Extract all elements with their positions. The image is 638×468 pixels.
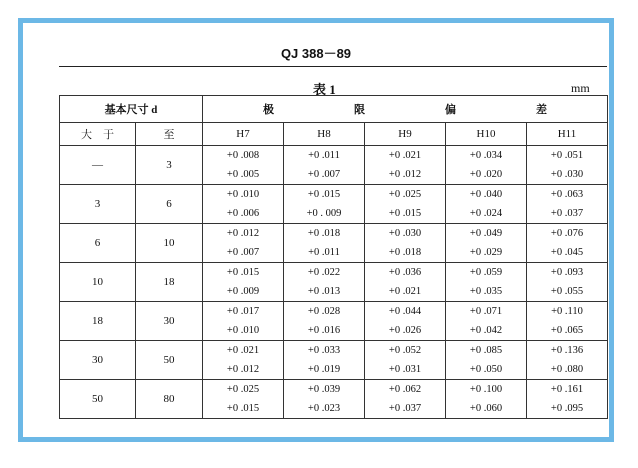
grade-header: H8	[284, 123, 365, 146]
grade-header: H10	[446, 123, 527, 146]
upper-deviation-cell: +0 .044	[365, 302, 446, 322]
document-title: QJ 388－89	[280, 46, 352, 61]
tolerance-table	[59, 95, 608, 419]
upper-deviation-cell: +0 .051	[527, 146, 608, 166]
upper-deviation-cell: +0 .110	[527, 302, 608, 322]
upper-deviation-cell: +0 .034	[446, 146, 527, 166]
size-from-cell: 3	[60, 185, 136, 224]
grade-header: H11	[527, 123, 608, 146]
lower-deviation-cell: +0 .007	[284, 165, 365, 185]
lower-deviation-cell: +0 .020	[446, 165, 527, 185]
upper-deviation-cell: +0 .085	[446, 341, 527, 361]
size-from-cell: 10	[60, 263, 136, 302]
upper-deviation-cell: +0 .161	[527, 380, 608, 400]
title-rule	[59, 66, 607, 67]
table-row	[60, 146, 608, 166]
upper-deviation-cell: +0 .022	[284, 263, 365, 283]
lower-deviation-cell: +0 .006	[203, 204, 284, 224]
lower-deviation-cell: +0 .030	[527, 165, 608, 185]
to-header: 至	[136, 123, 203, 146]
upper-deviation-cell: +0 .028	[284, 302, 365, 322]
upper-deviation-cell: +0 .076	[527, 224, 608, 244]
size-to-cell: 50	[136, 341, 203, 380]
lower-deviation-cell: +0 .060	[446, 399, 527, 419]
lower-deviation-cell: +0 . 009	[284, 204, 365, 224]
lower-deviation-cell: +0 .042	[446, 321, 527, 341]
size-from-cell: 30	[60, 341, 136, 380]
table-row	[60, 302, 608, 322]
upper-deviation-cell: +0 .036	[365, 263, 446, 283]
upper-deviation-cell: +0 .015	[203, 263, 284, 283]
lower-deviation-cell: +0 .023	[284, 399, 365, 419]
upper-deviation-cell: +0 .062	[365, 380, 446, 400]
header-row-1	[60, 96, 608, 123]
lower-deviation-cell: +0 .015	[203, 399, 284, 419]
lower-deviation-cell: +0 .050	[446, 360, 527, 380]
upper-deviation-cell: +0 .008	[203, 146, 284, 166]
table-row	[60, 263, 608, 283]
table-row	[60, 380, 608, 400]
upper-deviation-cell: +0 .049	[446, 224, 527, 244]
upper-deviation-cell: +0 .040	[446, 185, 527, 205]
lower-deviation-cell: +0 .012	[203, 360, 284, 380]
upper-deviation-cell: +0 .071	[446, 302, 527, 322]
lower-deviation-cell: +0 .055	[527, 282, 608, 302]
grade-header: H9	[365, 123, 446, 146]
lower-deviation-cell: +0 .018	[365, 243, 446, 263]
size-from-cell: 18	[60, 302, 136, 341]
from-header: 大 于	[60, 123, 136, 146]
upper-deviation-cell: +0 .017	[203, 302, 284, 322]
upper-deviation-cell: +0 .021	[203, 341, 284, 361]
upper-deviation-cell: +0 .011	[284, 146, 365, 166]
size-to-cell: 30	[136, 302, 203, 341]
size-to-cell: 3	[136, 146, 203, 185]
lower-deviation-cell: +0 .019	[284, 360, 365, 380]
table-row	[60, 224, 608, 244]
lower-deviation-cell: +0 .016	[284, 321, 365, 341]
lower-deviation-cell: +0 .045	[527, 243, 608, 263]
deviation-header-char: 偏	[445, 104, 456, 116]
lower-deviation-cell: +0 .037	[527, 204, 608, 224]
lower-deviation-cell: +0 .065	[527, 321, 608, 341]
upper-deviation-cell: +0 .012	[203, 224, 284, 244]
lower-deviation-cell: +0 .007	[203, 243, 284, 263]
upper-deviation-cell: +0 .033	[284, 341, 365, 361]
lower-deviation-cell: +0 .031	[365, 360, 446, 380]
upper-deviation-cell: +0 .015	[284, 185, 365, 205]
size-to-cell: 6	[136, 185, 203, 224]
size-to-cell: 80	[136, 380, 203, 419]
deviation-header-char: 限	[354, 104, 365, 116]
lower-deviation-cell: +0 .026	[365, 321, 446, 341]
lower-deviation-cell: +0 .029	[446, 243, 527, 263]
lower-deviation-cell: +0 .010	[203, 321, 284, 341]
deviation-header	[203, 96, 608, 123]
table-row	[60, 341, 608, 361]
table-caption: 表 1	[313, 82, 336, 97]
lower-deviation-cell: +0 .080	[527, 360, 608, 380]
lower-deviation-cell: +0 .024	[446, 204, 527, 224]
header-row-2	[60, 123, 608, 146]
upper-deviation-cell: +0 .052	[365, 341, 446, 361]
upper-deviation-cell: +0 .136	[527, 341, 608, 361]
lower-deviation-cell: +0 .011	[284, 243, 365, 263]
document-frame	[18, 18, 614, 442]
basic-size-header: 基本尺寸 d	[60, 96, 203, 123]
size-to-cell: 10	[136, 224, 203, 263]
lower-deviation-cell: +0 .009	[203, 282, 284, 302]
size-from-cell: —	[60, 146, 136, 185]
size-from-cell: 6	[60, 224, 136, 263]
upper-deviation-cell: +0 .025	[365, 185, 446, 205]
deviation-header-char: 极	[263, 104, 274, 116]
upper-deviation-cell: +0 .039	[284, 380, 365, 400]
deviation-header-char: 差	[536, 104, 547, 116]
upper-deviation-cell: +0 .063	[527, 185, 608, 205]
lower-deviation-cell: +0 .037	[365, 399, 446, 419]
lower-deviation-cell: +0 .035	[446, 282, 527, 302]
lower-deviation-cell: +0 .005	[203, 165, 284, 185]
upper-deviation-cell: +0 .100	[446, 380, 527, 400]
grade-header: H7	[203, 123, 284, 146]
upper-deviation-cell: +0 .025	[203, 380, 284, 400]
upper-deviation-cell: +0 .059	[446, 263, 527, 283]
lower-deviation-cell: +0 .021	[365, 282, 446, 302]
lower-deviation-cell: +0 .015	[365, 204, 446, 224]
lower-deviation-cell: +0 .013	[284, 282, 365, 302]
size-to-cell: 18	[136, 263, 203, 302]
unit-label: mm	[571, 81, 590, 95]
upper-deviation-cell: +0 .018	[284, 224, 365, 244]
upper-deviation-cell: +0 .021	[365, 146, 446, 166]
lower-deviation-cell: +0 .095	[527, 399, 608, 419]
table-row	[60, 185, 608, 205]
lower-deviation-cell: +0 .012	[365, 165, 446, 185]
size-from-cell: 50	[60, 380, 136, 419]
upper-deviation-cell: +0 .093	[527, 263, 608, 283]
upper-deviation-cell: +0 .030	[365, 224, 446, 244]
upper-deviation-cell: +0 .010	[203, 185, 284, 205]
